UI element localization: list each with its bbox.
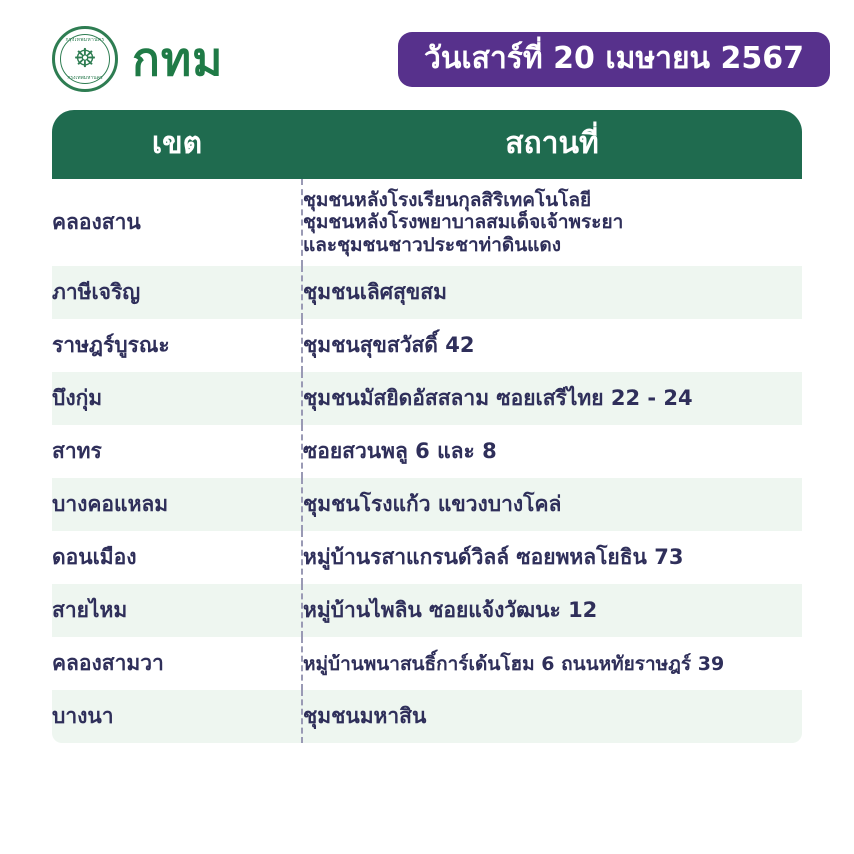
place-line: หมู่บ้านไพลิน ซอยแจ้งวัฒนะ 12	[303, 598, 598, 623]
cell-district: บางคอแหลม	[52, 478, 302, 531]
schedule-table	[52, 110, 802, 743]
place-line: ชุมชนมหาสิน	[303, 704, 427, 729]
place-line-group	[303, 704, 802, 729]
cell-district: คลองสาน	[52, 179, 302, 266]
place-line: และชุมชนชาวประชาท่าดินแดง	[303, 233, 562, 256]
place-line-group	[303, 545, 802, 570]
place-line-group	[303, 333, 802, 358]
cell-place	[302, 372, 802, 425]
cell-place	[302, 266, 802, 319]
table-head	[52, 110, 802, 179]
seal-bottom-text: กรุงเทพมหานคร	[67, 75, 103, 81]
cell-place	[302, 690, 802, 743]
cell-place	[302, 319, 802, 372]
table-row	[52, 531, 802, 584]
cell-district: สาทร	[52, 425, 302, 478]
place-line-group	[303, 189, 802, 256]
cell-district: ดอนเมือง	[52, 531, 302, 584]
place-line: ชุมชนหลังโรงพยาบาลสมเด็จเจ้าพระยา	[303, 211, 624, 234]
header	[0, 0, 854, 106]
seal-top-text: กรุงเทพมหานคร	[65, 37, 105, 43]
cell-district: บึงกุ่ม	[52, 372, 302, 425]
cell-district: ภาษีเจริญ	[52, 266, 302, 319]
place-line: ชุมชนมัสยิดอัสสลาม ซอยเสรีไทย 22 - 24	[303, 386, 693, 411]
place-line: ชุมชนหลังโรงเรียนกุลสิริเทคโนโลยี	[303, 189, 592, 211]
place-line-group	[303, 439, 802, 464]
table-row	[52, 425, 802, 478]
table-row	[52, 372, 802, 425]
table-row	[52, 584, 802, 637]
cell-place	[302, 179, 802, 266]
table-row	[52, 266, 802, 319]
date-banner: วันเสาร์ที่ 20 เมษายน 2567	[398, 32, 830, 87]
table-row	[52, 637, 802, 690]
place-line: ชุมชนโรงแก้ว แขวงบางโคล่	[303, 492, 562, 517]
table-row	[52, 478, 802, 531]
schedule-card	[52, 110, 802, 743]
cell-district: บางนา	[52, 690, 302, 743]
seal-figure-icon: ☸	[73, 44, 97, 74]
place-line-group	[303, 492, 802, 517]
place-line-group	[303, 280, 802, 305]
table-header-row	[52, 110, 802, 179]
place-line: หมู่บ้านพนาสนธิ์การ์เด้นโฮม 6 ถนนหทัยราษฎร์ 39	[303, 652, 725, 675]
cell-district: คลองสามวา	[52, 637, 302, 690]
place-line: ชุมชนสุขสวัสดิ์ 42	[303, 333, 475, 358]
cell-place	[302, 478, 802, 531]
brand	[52, 26, 224, 92]
place-line: หมู่บ้านรสาแกรนด์วิลล์ ซอยพหลโยธิน 73	[303, 545, 684, 570]
cell-district: สายไหม	[52, 584, 302, 637]
place-line: ซอยสวนพลู 6 และ 8	[303, 439, 497, 464]
column-header-place: สถานที่	[302, 110, 802, 179]
place-line-group	[303, 653, 802, 675]
place-line-group	[303, 386, 802, 411]
cell-place	[302, 637, 802, 690]
table-row	[52, 319, 802, 372]
cell-place	[302, 425, 802, 478]
table-row	[52, 690, 802, 743]
cell-place	[302, 531, 802, 584]
column-header-district: เขต	[52, 110, 302, 179]
place-line-group	[303, 598, 802, 623]
table-body	[52, 179, 802, 743]
table-row	[52, 179, 802, 266]
bangkok-seal-icon	[52, 26, 118, 92]
cell-place	[302, 584, 802, 637]
place-line: ชุมชนเลิศสุขสม	[303, 280, 447, 305]
cell-district: ราษฎร์บูรณะ	[52, 319, 302, 372]
brand-name: กทม	[132, 32, 224, 86]
